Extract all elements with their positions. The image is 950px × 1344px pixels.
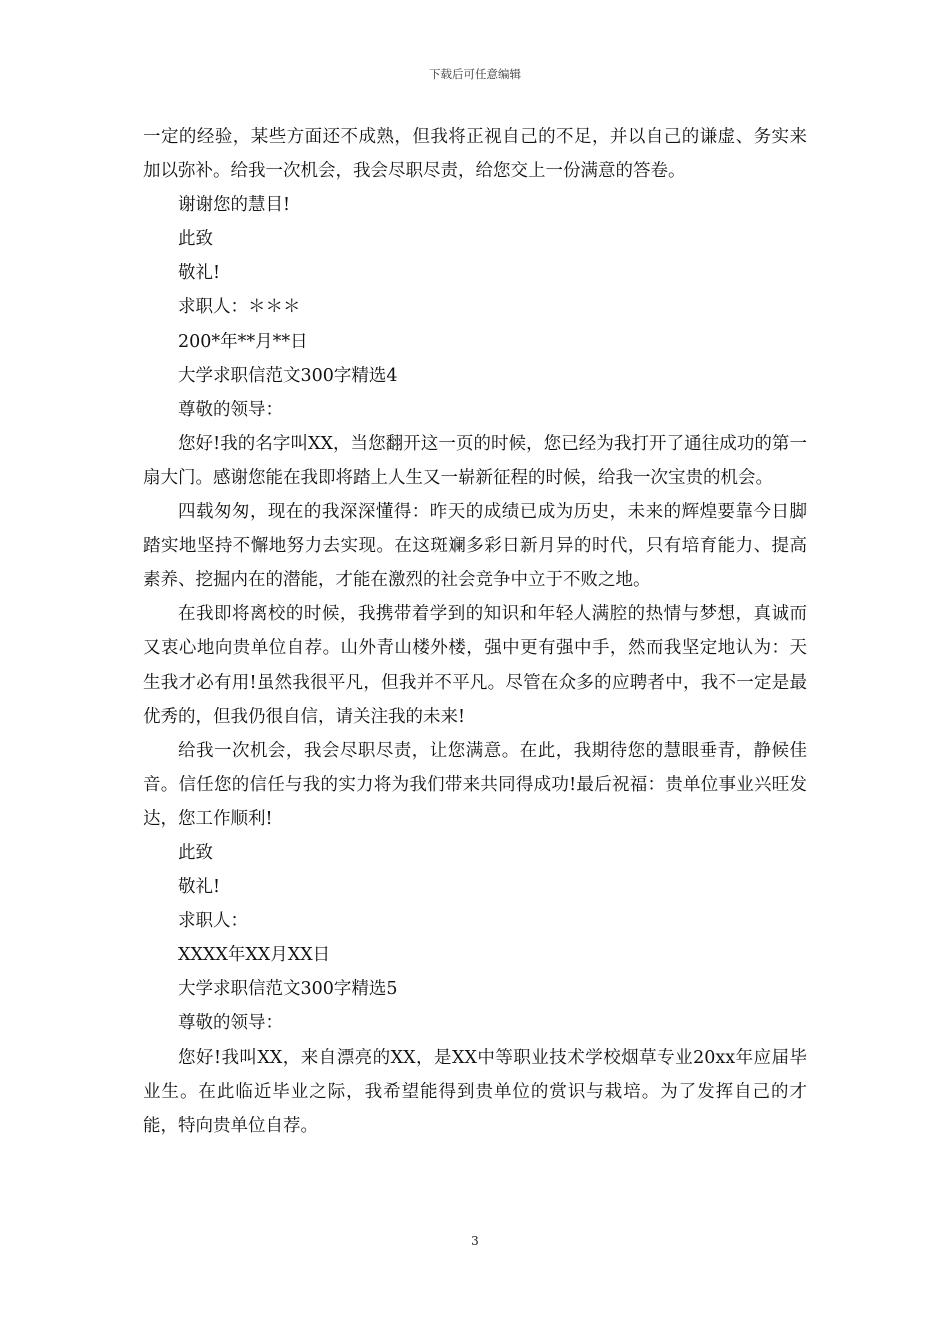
paragraph-continuation: 一定的经验，某些方面还不成熟，但我将正视自己的不足，并以自己的谦虚、务实来加以弥补。给我一次机会，我会尽职尽责，给您交上一份满意的答卷。 xyxy=(143,127,807,182)
section-title-5: 大学求职信范文300字精选5 xyxy=(178,979,398,1000)
paragraph-thanks: 谢谢您的慧目! xyxy=(178,195,291,216)
paragraph-signature-2: 求职人： xyxy=(178,911,248,932)
paragraph-body-4b: 在我即将离校的时候，我携带着学到的知识和年轻人满腔的热情与梦想，真诚而又衷心地向贵单位自荐。山外青山楼外楼，强中更有强中手，然而我坚定地认为：天生我才必有用!虽然我很平凡，但我并不平凡。尽管在众多的应聘者中，我不一定是最优秀的，但我仍很自信，请关注我的未来! xyxy=(143,604,807,727)
paragraph-closing-1: 此致 xyxy=(178,229,213,250)
paragraph-signature-1: 求职人：＊＊＊ xyxy=(178,297,301,318)
paragraph-closing-2: 此致 xyxy=(178,842,213,863)
paragraph-body-4c: 给我一次机会，我会尽职尽责，让您满意。在此，我期待您的慧眼垂青，静候佳音。信任您的信任与我的实力将为我们带来共同得成功!最后祝福：贵单位事业兴旺发达，您工作顺利! xyxy=(143,740,807,829)
paragraph-greeting-5: 尊敬的领导： xyxy=(178,1013,283,1034)
paragraph-intro-4: 您好!我的名字叫XX，当您翻开这一页的时候，您已经为我打开了通往成功的第一扇大门。感谢您能在我即将踏上人生又一崭新征程的时候，给我一次宝贵的机会。 xyxy=(143,433,807,488)
paragraph-date-2: XXXX年XX月XX日 xyxy=(178,945,331,966)
section-title-4: 大学求职信范文300字精选4 xyxy=(178,365,398,386)
paragraph-date-1: 200*年**月**日 xyxy=(178,331,308,352)
paragraph-salute-1: 敬礼! xyxy=(178,263,221,284)
paragraph-body-4a: 四载匆匆，现在的我深深懂得：昨天的成绩已成为历史，未来的辉煌要靠今日脚踏实地坚持不懈地努力去实现。在这斑斓多彩日新月异的时代，只有培育能力、提高素养、挖掘内在的潜能，才能在激烈的社会竞争中立于不败之地。 xyxy=(143,502,807,591)
paragraph-salute-2: 敬礼! xyxy=(178,877,221,898)
paragraph-greeting-4: 尊敬的领导： xyxy=(178,399,283,420)
paragraph-intro-5: 您好!我叫XX，来自漂亮的XX，是XX中等职业技术学校烟草专业20xx年应届毕业生。在此临近毕业之际，我希望能得到贵单位的赏识与栽培。为了发挥自己的才能，特向贵单位自荐。 xyxy=(143,1047,807,1136)
document-body xyxy=(143,120,807,1143)
page-header: 下载后可任意编辑 xyxy=(429,67,521,81)
page-number: 3 xyxy=(471,1234,479,1248)
